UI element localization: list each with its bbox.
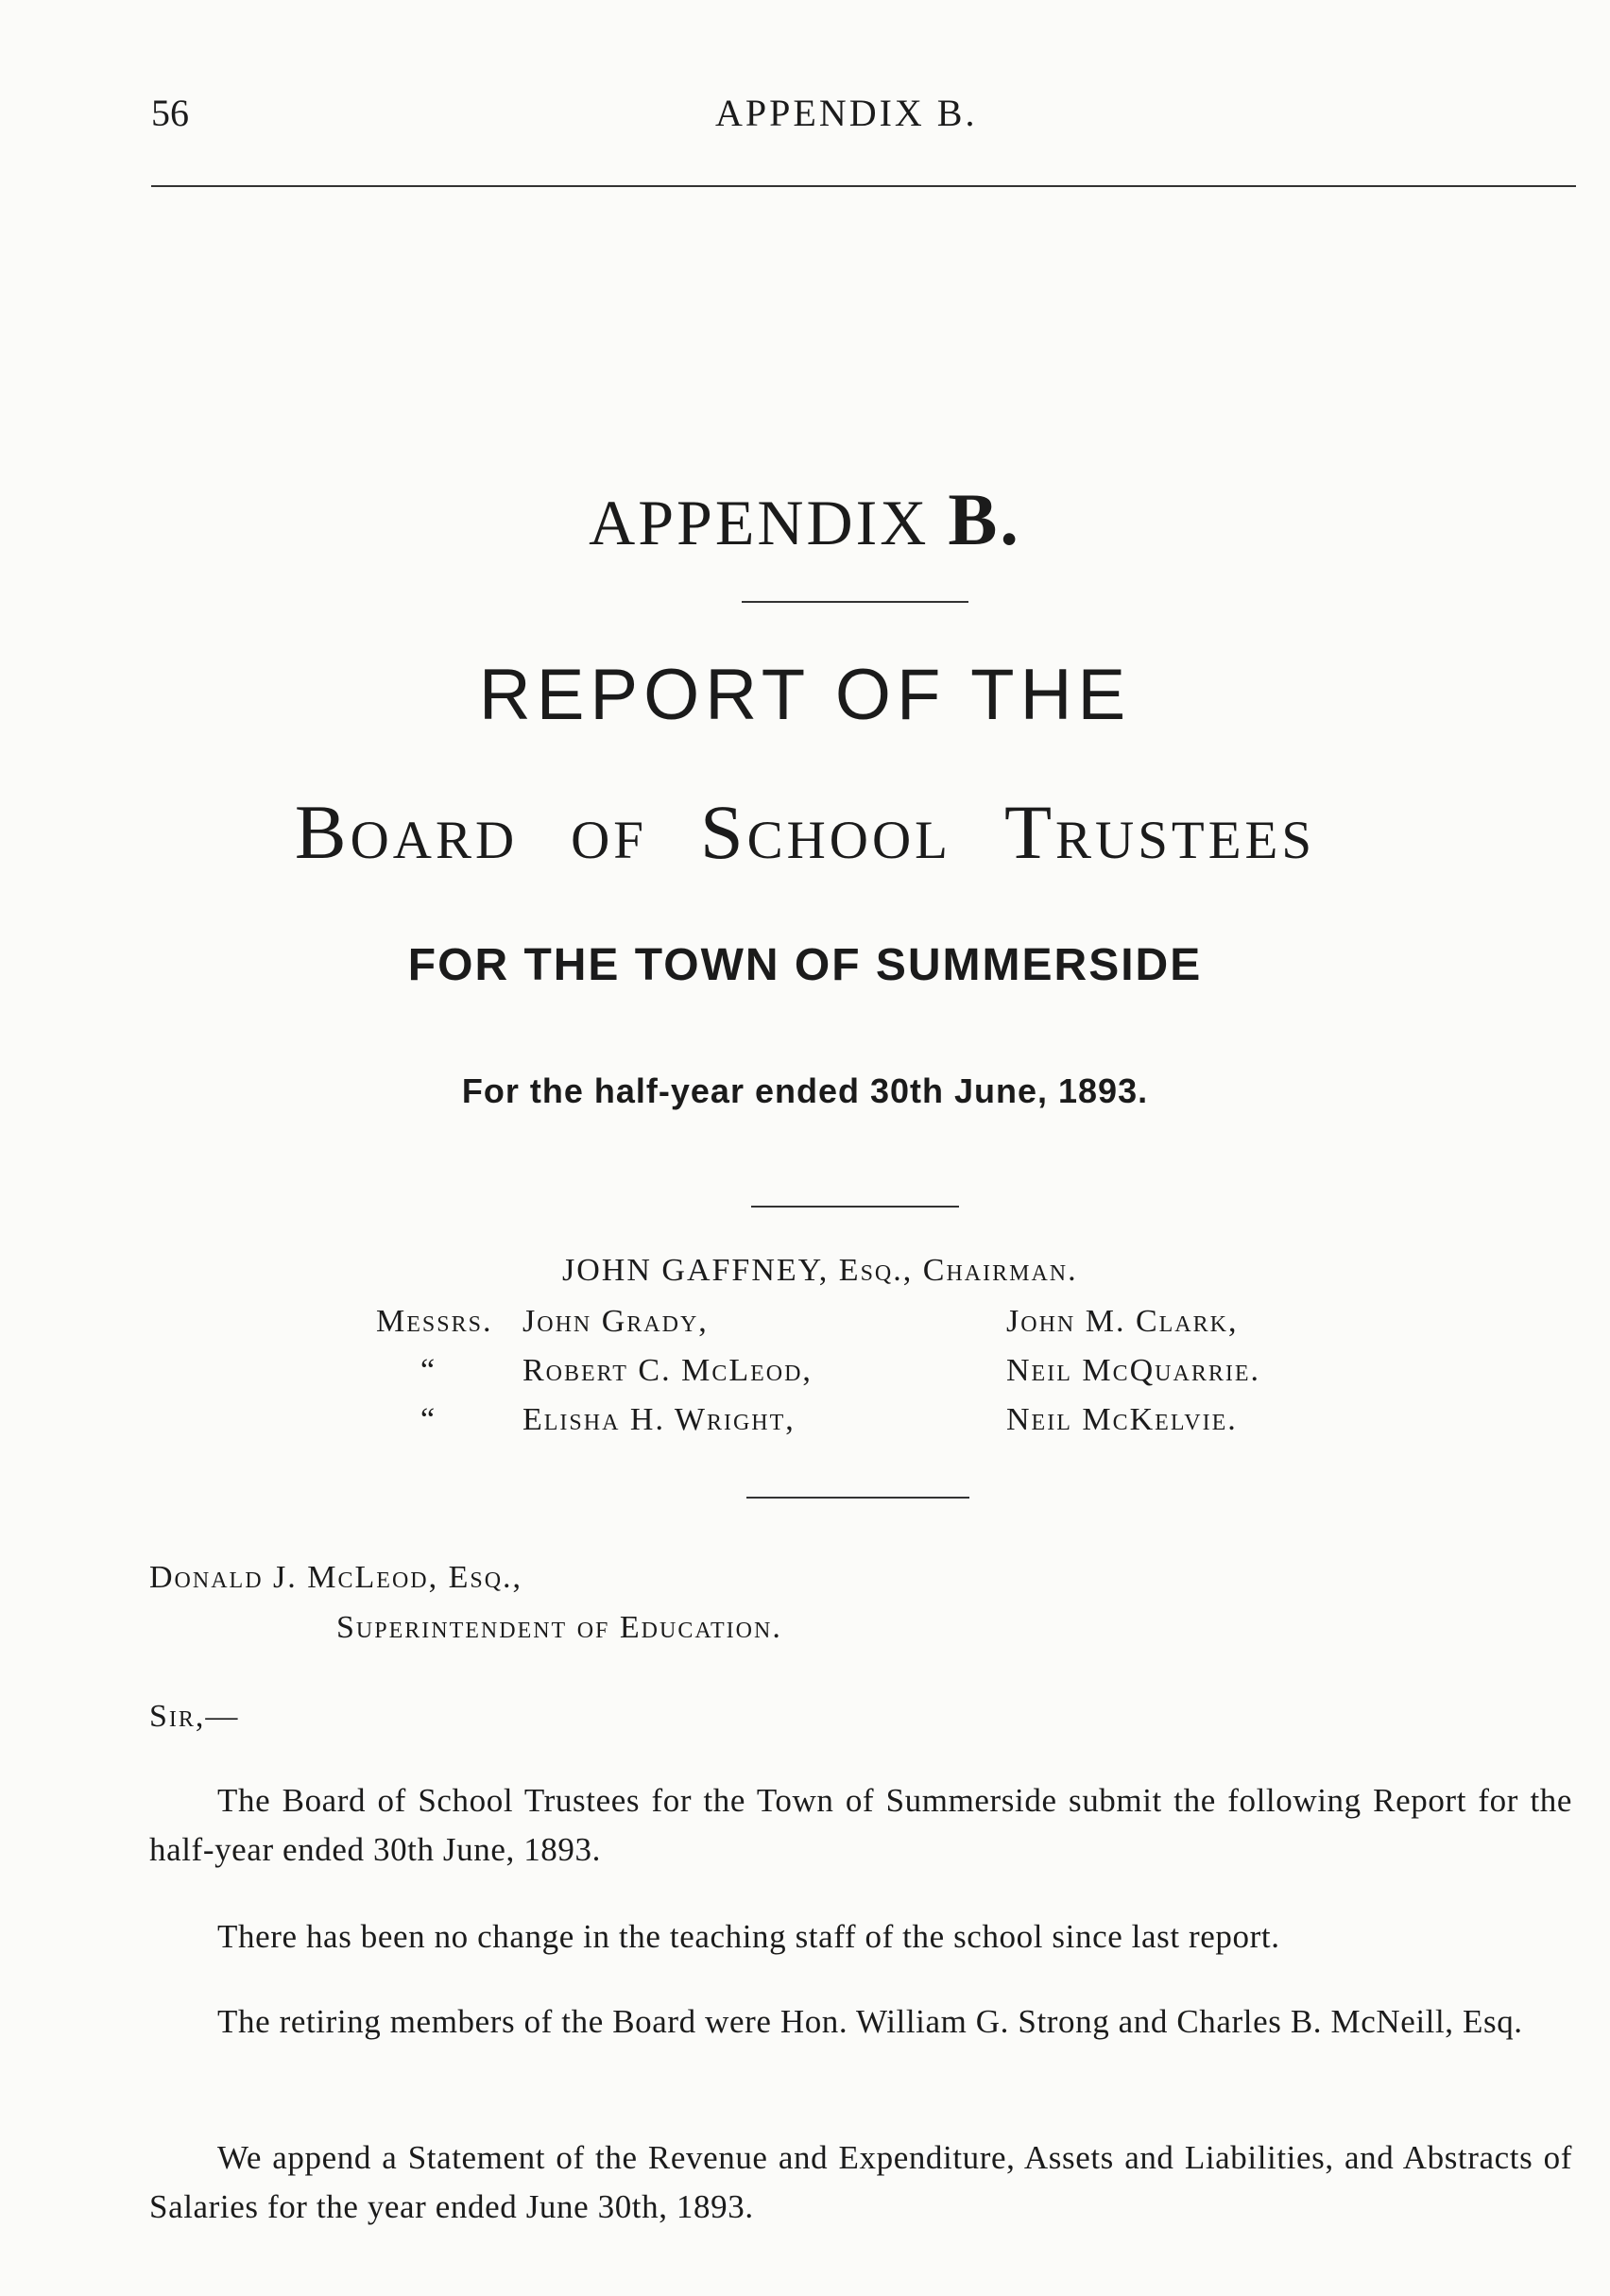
member-right-2: Neil McQuarrie. xyxy=(1006,1353,1260,1388)
subtitle-rule xyxy=(751,1206,959,1208)
running-head: APPENDIX B. xyxy=(715,92,978,134)
ditto-mark-1: “ xyxy=(420,1353,437,1388)
body-paragraph: We append a Statement of the Revenue and Expenditure, Assets and Liabilities, and Abstracts of Salaries for the year ended June 30th, 1893. xyxy=(149,2139,1572,2225)
member-left-3: Elisha H. Wright, xyxy=(522,1402,796,1437)
addressee: Donald J. McLeod, Esq., xyxy=(149,1560,523,1595)
salutation: Sir,— xyxy=(149,1699,240,1734)
messrs-label: Messrs. xyxy=(376,1304,493,1339)
member-left-1: John Grady, xyxy=(522,1304,709,1339)
title-rule xyxy=(742,601,968,603)
members-rule xyxy=(746,1497,969,1499)
ditto-mark-2: “ xyxy=(420,1402,437,1437)
member-right-3: Neil McKelvie. xyxy=(1006,1402,1238,1437)
member-right-1: John M. Clark, xyxy=(1006,1304,1239,1339)
appendix-letter: B. xyxy=(948,478,1021,560)
addressee-title: Superintendent of Education. xyxy=(336,1610,782,1645)
body-paragraph: The Board of School Trustees for the Town of Summerside submit the following Report for the half-year ended 30th June, 1893. xyxy=(149,1782,1572,1868)
header-rule xyxy=(151,185,1576,187)
board-word-4: Trustees xyxy=(1003,789,1316,875)
board-word-1: Board xyxy=(294,789,519,875)
appendix-word: APPENDIX xyxy=(589,487,930,558)
body-paragraph: The retiring members of the Board were Hon. William G. Strong and Charles B. McNeill, Esq. xyxy=(217,2003,1523,2040)
chairman-line: JOHN GAFFNEY, Esq., Chairman. xyxy=(562,1253,1078,1288)
half-year-heading: For the half-year ended 30th June, 1893. xyxy=(461,1071,1149,1110)
board-word-2: of xyxy=(571,789,647,875)
report-heading: REPORT OF THE xyxy=(478,655,1132,735)
board-word-3: School xyxy=(700,789,951,875)
appendix-title xyxy=(0,477,1610,562)
town-heading: FOR THE TOWN OF SUMMERSIDE xyxy=(407,940,1203,990)
board-heading xyxy=(0,788,1610,877)
body-paragraph: There has been no change in the teaching staff of the school since last report. xyxy=(217,1918,1280,1955)
member-left-2: Robert C. McLeod, xyxy=(522,1353,813,1388)
page-number: 56 xyxy=(151,92,189,134)
